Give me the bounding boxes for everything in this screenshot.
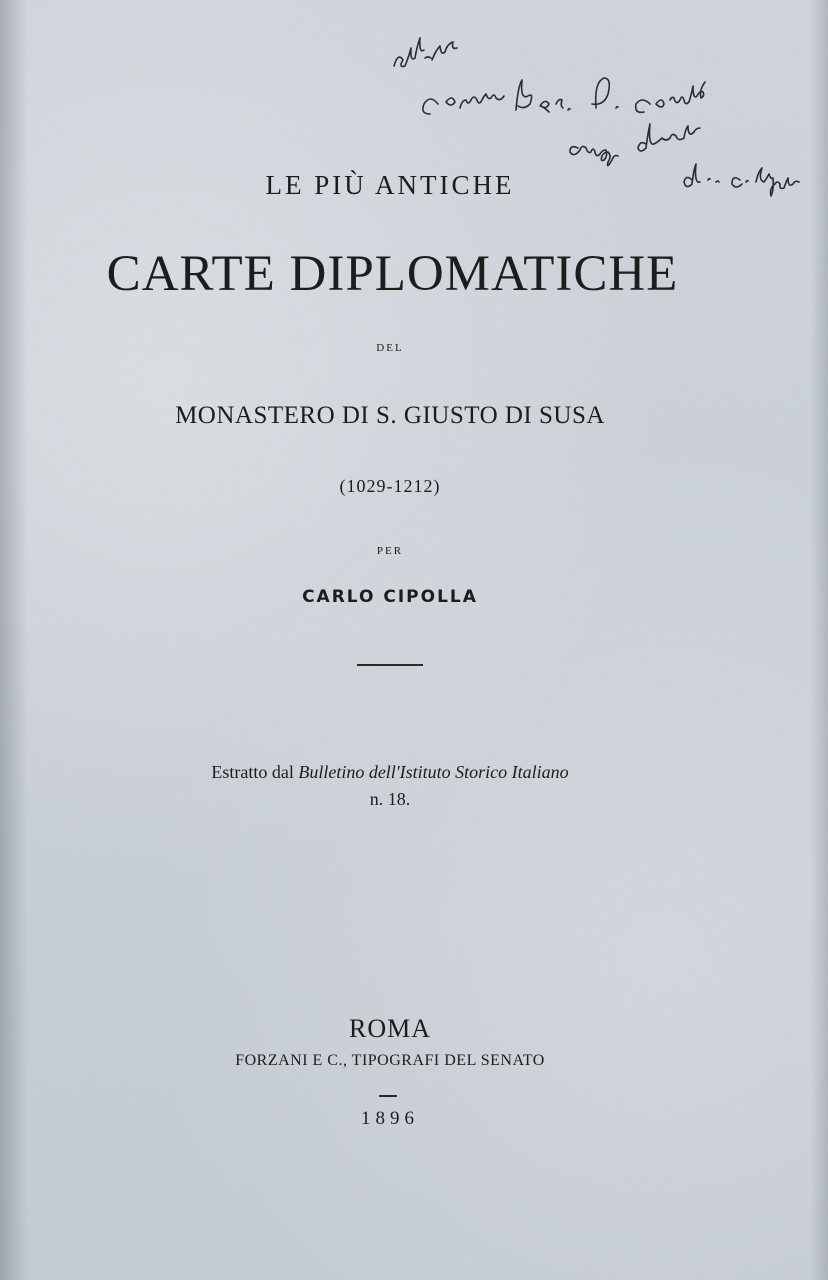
date-range: (1029-1212) — [339, 476, 441, 496]
main-title: CARTE DIPLOMATICHE — [106, 246, 679, 302]
subject-title: MONASTERO DI S. GIUSTO DI SUSA — [175, 402, 605, 429]
imprint-printer: FORZANI E C., TIPOGRAFI DEL SENATO — [235, 1052, 545, 1069]
issue-number: n. 18. — [369, 789, 411, 809]
connector-per: PER — [376, 545, 404, 557]
extract-note — [0, 762, 780, 783]
extract-prefix: Estratto dal — [211, 762, 299, 782]
imprint-city: ROMA — [348, 1014, 431, 1043]
connector-del: DEL — [376, 342, 404, 354]
extract-source: Bulletino dell'Istituto Storico Italiano — [298, 762, 569, 782]
author-name: CARLO CIPOLLA — [302, 587, 478, 607]
divider-rule — [357, 664, 423, 666]
imprint-rule — [379, 1095, 397, 1097]
pre-title: LE PIÙ ANTICHE — [265, 170, 515, 200]
imprint-year: 1896 — [361, 1108, 419, 1129]
